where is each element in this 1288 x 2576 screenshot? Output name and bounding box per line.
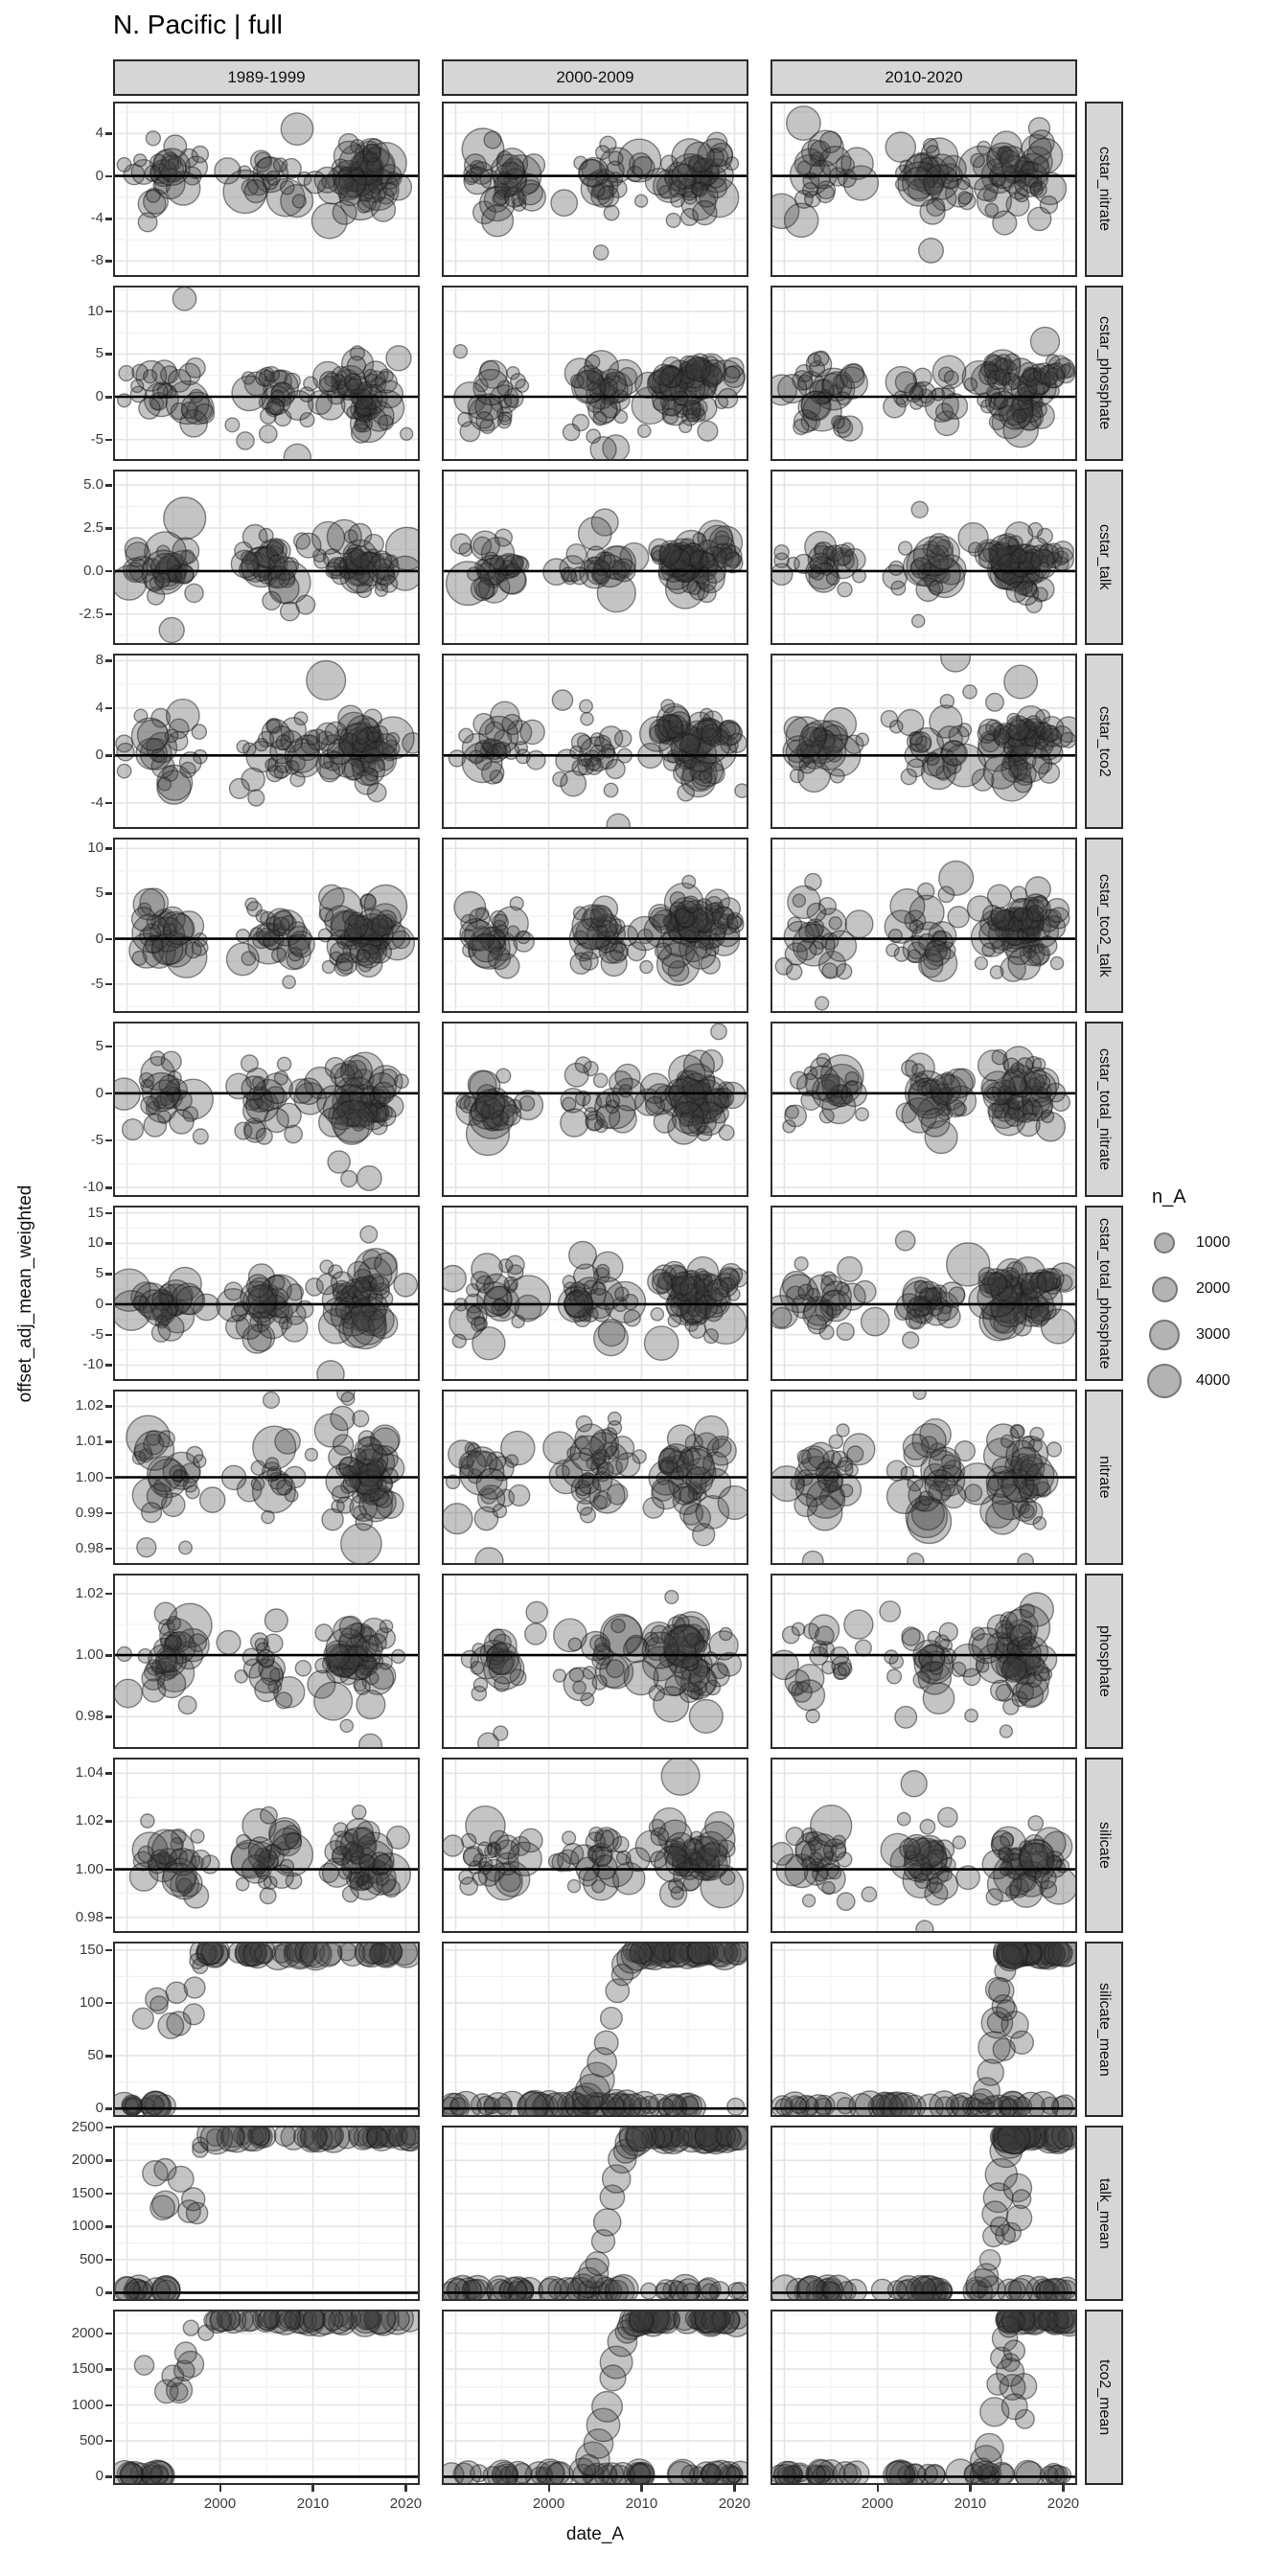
facet-row-strip-cstar_total_nitrate xyxy=(1085,1022,1123,1197)
y-tick-mark xyxy=(105,2333,112,2335)
panel-tco2_mean-1989-1999 xyxy=(113,2310,420,2485)
y-tick-label: -10 xyxy=(82,1179,104,1196)
y-tick-label: 0 xyxy=(95,2100,104,2117)
x-tick-mark xyxy=(733,2485,736,2492)
facet-row-strip-nitrate xyxy=(1085,1390,1123,1565)
facet-column-header-2000-2009: 2000-2009 xyxy=(442,59,748,96)
y-tick-label: 1.04 xyxy=(75,1764,104,1782)
legend-item-label: 2000 xyxy=(1196,1280,1230,1297)
y-tick-label: 0.98 xyxy=(75,1708,104,1725)
y-tick-mark xyxy=(105,2259,112,2262)
panel-cstar_tco2_talk-2010-2020 xyxy=(770,838,1077,1013)
legend-item-label: 3000 xyxy=(1196,1326,1230,1343)
panel-silicate_mean-1989-1999 xyxy=(113,1942,420,2117)
x-tick-mark xyxy=(969,2485,972,2492)
y-tick-mark xyxy=(105,2404,112,2407)
x-tick-label: 2000 xyxy=(861,2496,894,2512)
panel-cstar_tco2-1989-1999 xyxy=(113,654,420,829)
legend-size-swatch xyxy=(1144,1361,1184,1401)
y-tick-mark xyxy=(105,1512,112,1515)
y-tick-label: 0.98 xyxy=(75,1539,104,1556)
facet-row-strip-label: nitrate xyxy=(1096,1456,1113,1499)
x-axis-label: date_A xyxy=(565,2524,625,2544)
y-tick-label: 4 xyxy=(95,125,104,142)
y-tick-label: 1.02 xyxy=(75,1812,104,1829)
y-axis-label: offset_adj_mean_weighted xyxy=(15,1184,35,1403)
y-tick-mark xyxy=(105,983,112,986)
x-tick-label: 2010 xyxy=(625,2496,658,2512)
panel-silicate-2000-2009 xyxy=(442,1758,748,1933)
y-tick-mark xyxy=(105,260,112,263)
y-tick-mark xyxy=(105,1092,112,1095)
y-tick-mark xyxy=(105,938,112,941)
y-tick-label: 100 xyxy=(79,1993,104,2011)
y-tick-mark xyxy=(105,1186,112,1189)
panel-cstar_tco2-2000-2009 xyxy=(442,654,748,829)
x-tick-mark xyxy=(219,2485,222,2492)
legend-size-dot xyxy=(1147,1364,1182,1398)
y-tick-mark xyxy=(105,484,112,487)
x-tick-mark xyxy=(404,2485,407,2492)
panel-silicate-2010-2020 xyxy=(770,1758,1077,1933)
y-tick-label: -5 xyxy=(90,1325,104,1343)
y-tick-label: 1.01 xyxy=(75,1433,104,1450)
y-tick-mark xyxy=(105,847,112,850)
panel-cstar_total_phosphate-2010-2020 xyxy=(770,1206,1077,1381)
panel-talk_mean-2000-2009 xyxy=(442,2126,748,2301)
y-tick-label: 0.0 xyxy=(83,562,104,579)
y-tick-mark xyxy=(105,353,112,356)
y-tick-mark xyxy=(105,396,112,399)
facet-row-strip-cstar_total_phosphate xyxy=(1085,1206,1123,1381)
panel-silicate-1989-1999 xyxy=(113,1758,420,1933)
y-tick-mark xyxy=(105,1917,112,1920)
y-tick-label: 4 xyxy=(95,699,104,716)
y-tick-label: 1.00 xyxy=(75,1860,104,1877)
panel-tco2_mean-2000-2009 xyxy=(442,2310,748,2485)
y-tick-mark xyxy=(105,802,112,805)
legend-size-swatch xyxy=(1144,1315,1184,1355)
x-tick-label: 2000 xyxy=(532,2496,565,2512)
y-tick-mark xyxy=(105,1405,112,1408)
y-tick-mark xyxy=(105,1212,112,1215)
facet-row-strip-cstar_nitrate xyxy=(1085,102,1123,277)
x-tick-label: 2010 xyxy=(954,2496,987,2512)
facet-row-strip-label: cstar_phosphate xyxy=(1096,316,1113,430)
facet-row-strip-cstar_tco2 xyxy=(1085,654,1123,829)
y-tick-mark xyxy=(105,2368,112,2371)
facet-row-strip-label: tco2_mean xyxy=(1096,2358,1113,2436)
legend xyxy=(1144,1186,1288,1404)
panel-cstar_total_nitrate-2000-2009 xyxy=(442,1022,748,1197)
facet-row-strip-silicate xyxy=(1085,1758,1123,1933)
y-tick-mark xyxy=(105,218,112,220)
y-tick-mark xyxy=(105,659,112,662)
y-tick-mark xyxy=(105,892,112,895)
y-tick-mark xyxy=(105,1820,112,1823)
y-tick-mark xyxy=(105,570,112,573)
y-tick-mark xyxy=(105,2225,112,2228)
y-tick-mark xyxy=(105,1242,112,1245)
y-tick-mark xyxy=(105,1477,112,1480)
y-tick-label: -10 xyxy=(82,1356,104,1373)
x-tick-label: 2020 xyxy=(389,2496,423,2512)
y-tick-mark xyxy=(105,132,112,135)
y-tick-label: -8 xyxy=(90,252,104,269)
panel-cstar_tco2-2010-2020 xyxy=(770,654,1077,829)
x-tick-mark xyxy=(877,2485,880,2492)
y-tick-mark xyxy=(105,1772,112,1775)
facet-row-strip-label: silicate xyxy=(1096,1822,1113,1869)
facet-row-strip-silicate_mean xyxy=(1085,1942,1123,2117)
y-tick-label: 10 xyxy=(87,1234,104,1252)
y-tick-label: 2.5 xyxy=(83,519,104,536)
panel-cstar_total_nitrate-2010-2020 xyxy=(770,1022,1077,1197)
y-tick-mark xyxy=(105,1949,112,1952)
y-tick-mark xyxy=(105,2002,112,2005)
y-tick-mark xyxy=(105,2055,112,2058)
y-tick-mark xyxy=(105,2127,112,2129)
y-tick-label: 1000 xyxy=(71,2218,104,2235)
y-tick-mark xyxy=(105,754,112,757)
y-tick-label: 0 xyxy=(95,1295,104,1312)
panel-cstar_phosphate-1989-1999 xyxy=(113,286,420,461)
y-tick-label: 5 xyxy=(95,1265,104,1282)
y-tick-mark xyxy=(105,1303,112,1306)
y-tick-mark xyxy=(105,2193,112,2196)
facet-row-strip-label: cstar_total_nitrate xyxy=(1096,1047,1113,1171)
x-tick-mark xyxy=(1062,2485,1065,2492)
y-tick-label: 5.0 xyxy=(83,476,104,494)
y-tick-mark xyxy=(105,1139,112,1142)
facet-row-strip-talk_mean xyxy=(1085,2126,1123,2301)
panel-cstar_tco2_talk-1989-1999 xyxy=(113,838,420,1013)
y-tick-label: 5 xyxy=(95,1037,104,1054)
y-tick-label: 0 xyxy=(95,2468,104,2485)
legend-size-dot xyxy=(1149,1320,1180,1350)
panel-cstar_nitrate-2010-2020 xyxy=(770,102,1077,277)
y-tick-label: 1.02 xyxy=(75,1584,104,1601)
legend-item-4000 xyxy=(1144,1358,1288,1404)
x-tick-label: 2000 xyxy=(203,2496,237,2512)
y-tick-label: 0.99 xyxy=(75,1504,104,1521)
y-tick-label: 500 xyxy=(79,2250,104,2267)
facet-row-strip-tco2_mean xyxy=(1085,2310,1123,2485)
y-tick-label: 0 xyxy=(95,930,104,947)
panel-talk_mean-1989-1999 xyxy=(113,2126,420,2301)
legend-size-swatch xyxy=(1144,1223,1184,1263)
panel-phosphate-1989-1999 xyxy=(113,1574,420,1749)
y-tick-label: 5 xyxy=(95,885,104,902)
x-tick-label: 2020 xyxy=(1046,2496,1080,2512)
legend-size-swatch xyxy=(1144,1269,1184,1309)
panel-cstar_phosphate-2010-2020 xyxy=(770,286,1077,461)
y-tick-mark xyxy=(105,2291,112,2294)
panel-cstar_total_nitrate-1989-1999 xyxy=(113,1022,420,1197)
facet-row-strip-cstar_phosphate xyxy=(1085,286,1123,461)
panel-nitrate-2010-2020 xyxy=(770,1390,1077,1565)
facet-column-header-2010-2020: 2010-2020 xyxy=(770,59,1077,96)
y-tick-label: 10 xyxy=(87,840,104,857)
y-tick-label: -4 xyxy=(90,794,104,811)
y-tick-mark xyxy=(105,1548,112,1551)
y-tick-mark xyxy=(105,175,112,178)
panel-talk_mean-2010-2020 xyxy=(770,2126,1077,2301)
y-tick-mark xyxy=(105,310,112,313)
y-tick-mark xyxy=(105,1334,112,1337)
facet-row-strip-label: talk_mean xyxy=(1096,2177,1113,2249)
y-tick-label: -5 xyxy=(90,430,104,448)
legend-size-dot xyxy=(1154,1232,1175,1254)
y-tick-label: 2500 xyxy=(71,2118,104,2135)
y-tick-label: 0 xyxy=(95,1084,104,1101)
x-tick-label: 2020 xyxy=(718,2496,751,2512)
y-tick-label: 15 xyxy=(87,1204,104,1221)
panel-cstar_nitrate-2000-2009 xyxy=(442,102,748,277)
y-tick-label: -5 xyxy=(90,1131,104,1148)
x-tick-mark xyxy=(640,2485,643,2492)
legend-item-label: 1000 xyxy=(1196,1234,1230,1251)
y-tick-mark xyxy=(105,1046,112,1048)
y-tick-mark xyxy=(105,2107,112,2110)
legend-item-3000 xyxy=(1144,1312,1288,1358)
y-tick-label: 150 xyxy=(79,1941,104,1958)
facet-row-strip-label: cstar_talk xyxy=(1096,524,1113,590)
panel-nitrate-1989-1999 xyxy=(113,1390,420,1565)
facet-row-strip-label: cstar_total_phosphate xyxy=(1096,1217,1113,1369)
plot-title: N. Pacific | full xyxy=(113,10,283,39)
y-tick-mark xyxy=(105,2440,112,2443)
y-tick-mark xyxy=(105,527,112,530)
legend-items xyxy=(1144,1220,1288,1404)
y-tick-label: 10 xyxy=(87,302,104,319)
panel-cstar_talk-2000-2009 xyxy=(442,470,748,645)
panel-cstar_talk-2010-2020 xyxy=(770,470,1077,645)
y-tick-label: 0 xyxy=(95,2284,104,2301)
panel-cstar_talk-1989-1999 xyxy=(113,470,420,645)
legend-item-1000 xyxy=(1144,1220,1288,1266)
y-tick-label: 0.98 xyxy=(75,1908,104,1925)
y-tick-mark xyxy=(105,1593,112,1596)
x-tick-mark xyxy=(548,2485,551,2492)
y-tick-label: -4 xyxy=(90,210,104,226)
x-tick-label: 2010 xyxy=(296,2496,330,2512)
y-tick-label: 5 xyxy=(95,345,104,362)
legend-title: n_A xyxy=(1152,1186,1186,1208)
facet-column-header-1989-1999: 1989-1999 xyxy=(113,59,420,96)
facet-row-strip-label: cstar_tco2 xyxy=(1096,705,1113,777)
y-tick-label: 1.00 xyxy=(75,1646,104,1664)
y-tick-label: 2000 xyxy=(71,2324,104,2341)
facet-row-strip-cstar_tco2_talk xyxy=(1085,838,1123,1013)
panel-phosphate-2010-2020 xyxy=(770,1574,1077,1749)
y-tick-label: 1500 xyxy=(71,2360,104,2378)
x-tick-mark xyxy=(311,2485,314,2492)
panel-phosphate-2000-2009 xyxy=(442,1574,748,1749)
y-tick-label: 1000 xyxy=(71,2396,104,2413)
y-tick-mark xyxy=(105,1440,112,1443)
y-tick-label: 0 xyxy=(95,167,104,184)
facet-row-strip-label: cstar_nitrate xyxy=(1096,147,1113,232)
facet-row-strip-label: cstar_tco2_talk xyxy=(1096,873,1113,978)
facet-row-strip-label: silicate_mean xyxy=(1096,1982,1113,2077)
y-tick-label: 8 xyxy=(95,652,104,669)
y-tick-label: 0 xyxy=(95,747,104,764)
legend-item-label: 4000 xyxy=(1196,1372,1230,1389)
panel-cstar_tco2_talk-2000-2009 xyxy=(442,838,748,1013)
panel-cstar_total_phosphate-2000-2009 xyxy=(442,1206,748,1381)
y-tick-mark xyxy=(105,1273,112,1276)
y-tick-mark xyxy=(105,1364,112,1367)
facet-row-strip-label: phosphate xyxy=(1096,1625,1113,1697)
y-tick-label: 50 xyxy=(87,2047,104,2064)
y-tick-label: 0 xyxy=(95,388,104,405)
panel-nitrate-2000-2009 xyxy=(442,1390,748,1565)
facet-row-strip-phosphate xyxy=(1085,1574,1123,1749)
panel-tco2_mean-2010-2020 xyxy=(770,2310,1077,2485)
y-tick-label: 1.00 xyxy=(75,1468,104,1485)
y-tick-mark xyxy=(105,1715,112,1718)
y-tick-label: 500 xyxy=(79,2431,104,2449)
y-tick-mark xyxy=(105,707,112,710)
y-tick-label: -2.5 xyxy=(79,605,104,622)
legend-size-dot xyxy=(1152,1276,1178,1302)
y-tick-label: 1.02 xyxy=(75,1397,104,1414)
facet-row-strip-cstar_talk xyxy=(1085,470,1123,645)
panel-silicate_mean-2010-2020 xyxy=(770,1942,1077,2117)
panel-cstar_nitrate-1989-1999 xyxy=(113,102,420,277)
y-tick-mark xyxy=(105,2159,112,2162)
y-tick-mark xyxy=(105,439,112,442)
y-tick-label: -5 xyxy=(90,975,104,992)
y-tick-mark xyxy=(105,613,112,616)
panel-cstar_total_phosphate-1989-1999 xyxy=(113,1206,420,1381)
y-tick-mark xyxy=(105,2475,112,2478)
y-tick-mark xyxy=(105,1869,112,1872)
legend-item-2000 xyxy=(1144,1266,1288,1312)
y-tick-mark xyxy=(105,1654,112,1657)
y-tick-label: 1500 xyxy=(71,2184,104,2201)
y-tick-label: 2000 xyxy=(71,2151,104,2169)
panel-silicate_mean-2000-2009 xyxy=(442,1942,748,2117)
panel-cstar_phosphate-2000-2009 xyxy=(442,286,748,461)
